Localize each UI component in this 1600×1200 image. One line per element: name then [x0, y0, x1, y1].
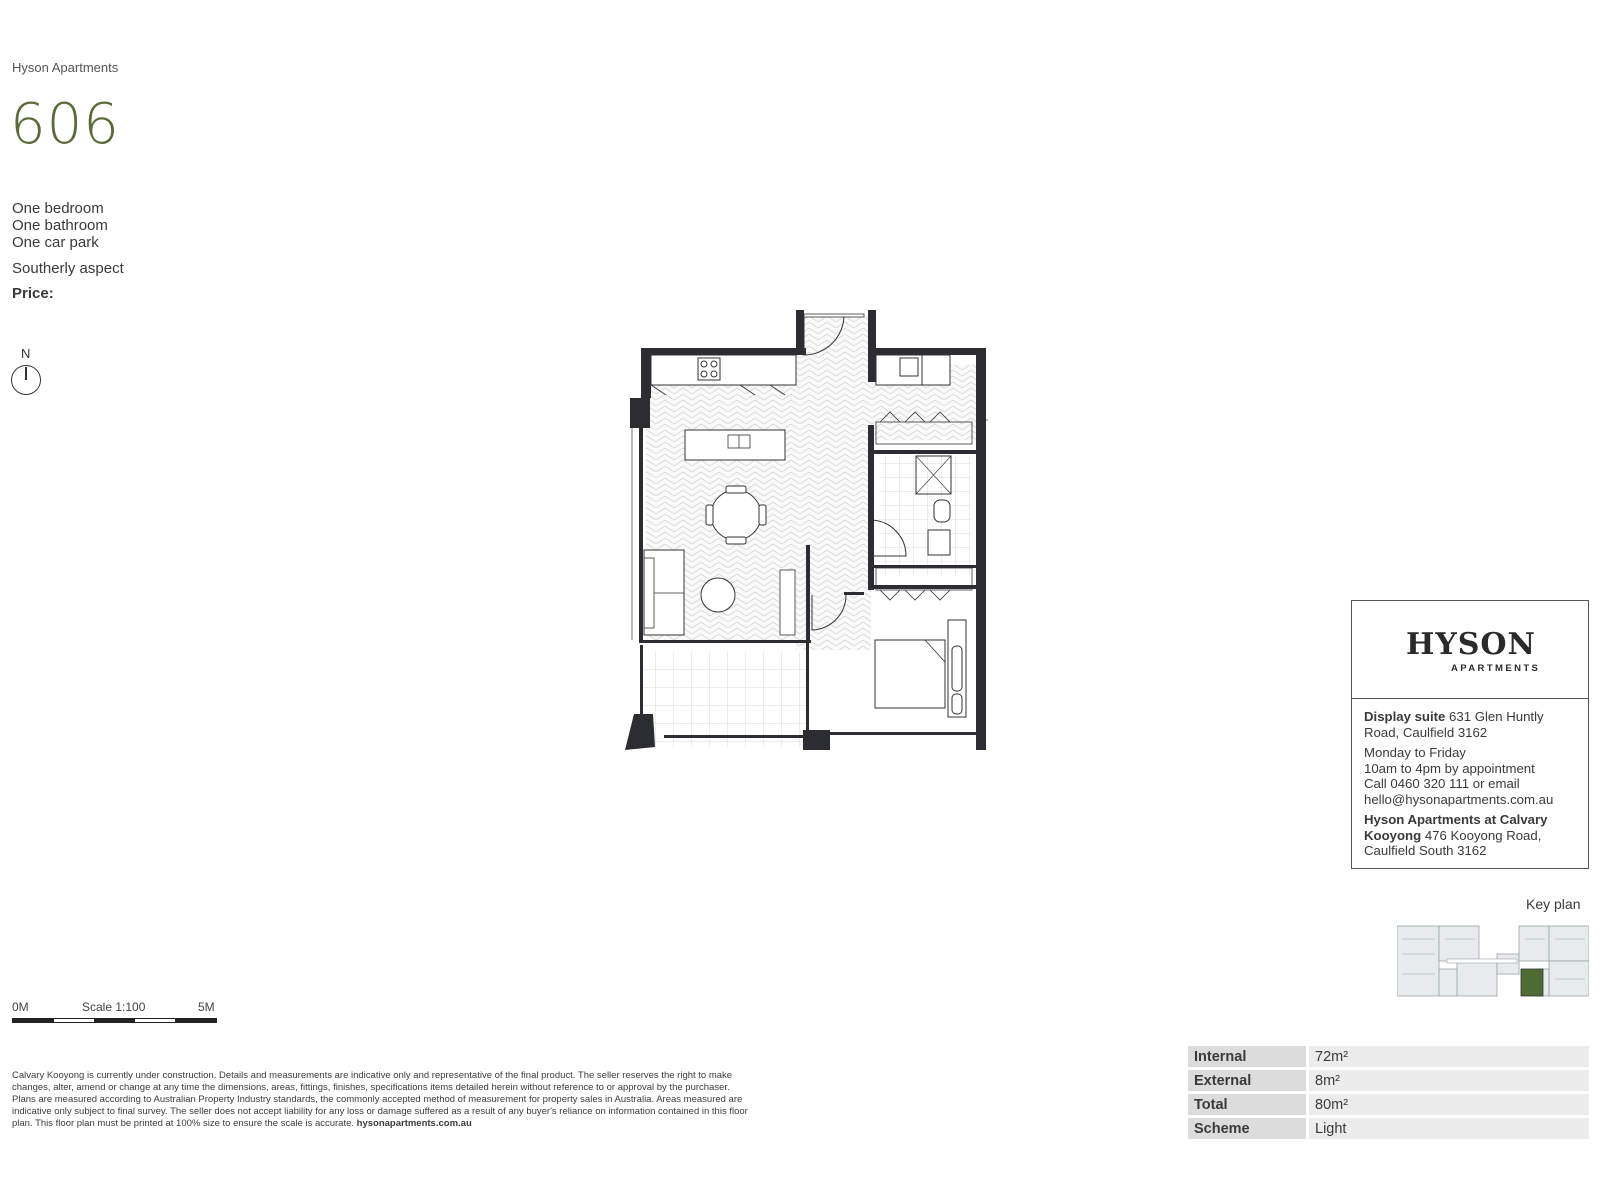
hyson-logo [1352, 601, 1588, 699]
dining-table [711, 490, 761, 540]
kitchen-bench [651, 355, 796, 385]
development-name: Hyson Apartments [12, 60, 119, 75]
aspect: Southerly aspect [12, 260, 124, 277]
floor-plan [620, 310, 990, 765]
info-card [1351, 600, 1589, 869]
key-plan-label: Key plan [1526, 896, 1581, 912]
scale-graduations [12, 1018, 217, 1023]
scale-start: 0M [12, 1000, 29, 1014]
features-list [12, 200, 108, 251]
scale-end: 5M [198, 1000, 215, 1014]
scale-bar [12, 1000, 217, 1030]
unit-number: 606 [10, 92, 120, 157]
sofa [644, 550, 684, 635]
logo-subtitle: APARTMENTS [1451, 663, 1541, 674]
area-row-total: Total 80m² [1188, 1094, 1589, 1115]
scale-label: Scale 1:100 [82, 1000, 146, 1014]
disclaimer-website: hysonapartments.com.au [356, 1118, 472, 1129]
coffee-table [701, 578, 735, 612]
north-label: N [21, 346, 31, 361]
disclaimer [12, 1070, 752, 1130]
site-address: Hyson Apartments at Calvary Kooyong 476 Kooyong Road, Caulfield South 3162 [1364, 812, 1548, 858]
opening-hours: Monday to Friday 10am to 4pm by appointment Call 0460 320 111 or email hello@hysonapartments.com.au [1364, 745, 1554, 807]
area-row-scheme: Scheme Light [1188, 1118, 1589, 1139]
north-compass-icon [11, 346, 43, 398]
display-suite: Display suite 631 Glen Huntly Road, Caulfield 3162 [1364, 709, 1544, 740]
balcony-floor [640, 652, 810, 747]
logo-wordmark: HYSON [1406, 627, 1536, 662]
compass-circle [11, 365, 41, 395]
email-link[interactable]: hello@hysonapartments.com.au [1364, 791, 1554, 807]
kitchen-island [685, 430, 785, 460]
key-plan [1397, 924, 1589, 1000]
disclaimer-text: Calvary Kooyong is currently under construction. Details and measurements are indicative only and representative of the final product. The seller reserves the right to make changes, alter, amend or change at any time the dimensions, areas, fittings, finishes, specifications items detailed herein without reference to or approval by the purchaser. Plans are measured according to Australian Property Industry standards, the commonly accepted method of measurement for property sales in Australia. Areas measured are indicative only subject to final survey. The seller does not accept liability for any loss or damage suffered as a result of any buyer's reliance on information contained in this floor plan. This floor plan must be printed at 100% size to ensure the scale is accurate. [12, 1070, 748, 1129]
area-row-internal: Internal 72m² [1188, 1046, 1589, 1067]
bathroom-count: One bathroom [12, 217, 108, 234]
area-table [1188, 1043, 1589, 1142]
price-label: Price: [12, 285, 54, 302]
highlighted-unit [1521, 969, 1543, 996]
car-park-count: One car park [12, 234, 99, 251]
area-row-external: External 8m² [1188, 1070, 1589, 1091]
bathroom-floor [879, 455, 971, 575]
bedroom-count: One bedroom [12, 200, 104, 217]
